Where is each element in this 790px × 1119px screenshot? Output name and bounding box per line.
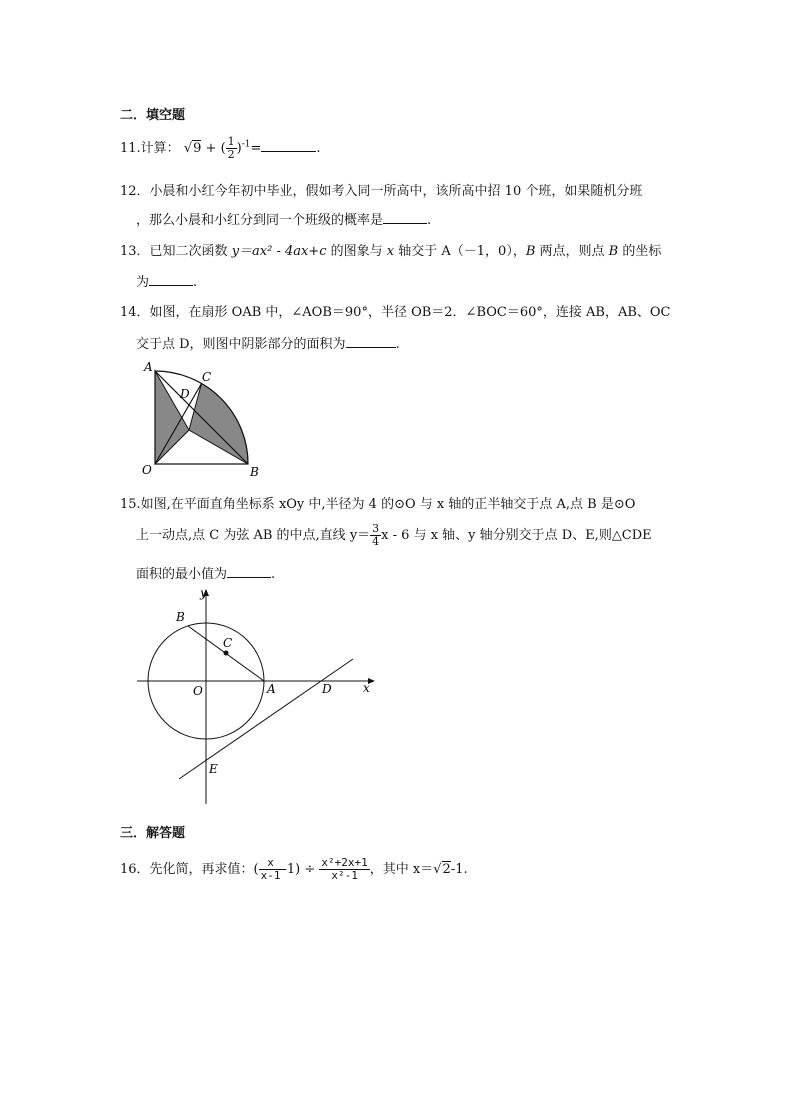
q15-text-a: 上一动点,点 C 为弦 AB 的中点,直线 y＝ [136, 528, 371, 543]
label-d: D [322, 682, 332, 696]
sqrt-symbol: √ [183, 141, 193, 156]
q11-equals: = [250, 141, 262, 156]
answer-blank [346, 335, 396, 348]
label-e: E [209, 762, 218, 776]
q13-text-c: 轴交于 [394, 244, 442, 259]
q16-minus: -1) ÷ [282, 862, 316, 877]
answer-blank [149, 273, 193, 286]
q16-f1-num: x [259, 857, 283, 870]
q14-end: . [395, 337, 400, 352]
label-b: B [176, 610, 185, 624]
line-de [179, 659, 353, 779]
q11-radicand: 9 [193, 141, 202, 156]
q13-point-a: A（－1，0） [441, 244, 513, 259]
question-15-line1: 15.如图,在平面直角坐标系 xOy 中,半径为 4 的⊙O 与 x 轴的正半轴交于点 A,点 B 是⊙O [120, 497, 636, 512]
q15-frac-den: 4 [372, 535, 380, 548]
question-12-line1: 12．小晨和小红今年初中毕业，假如考入同一所高中，该所高中招 10 个班，如果随机分班 [120, 184, 643, 199]
q11-close: ) [236, 141, 242, 156]
q16-prefix: 16．先化简，再求值：( [120, 862, 259, 877]
q16-f2-num: x²+2x+1 [321, 856, 368, 869]
q11-frac-num: 1 [227, 135, 235, 148]
q13-text-e: 两点，则点 [535, 244, 609, 259]
question-11 [120, 136, 321, 161]
sqrt-symbol: √ [433, 862, 442, 877]
q13-xvar: x [386, 244, 395, 259]
q16-f1-den: x-1 [260, 869, 281, 882]
label-c: C [202, 370, 212, 384]
q11-fraction [226, 136, 237, 161]
q15-text-b: x - 6 与 x 轴、y 轴分别交于点 D、E,则△CDE [381, 528, 652, 543]
label-b: B [250, 465, 259, 478]
q13-end: . [193, 275, 198, 290]
q13-line2-text: 为 [136, 275, 150, 290]
question-15-line2 [136, 523, 652, 548]
q13-text-b: 的图象与 [326, 244, 387, 259]
question-14-line2 [136, 333, 400, 352]
section-title-solve: 三．解答题 [120, 826, 186, 841]
q16-fraction-1 [259, 857, 283, 882]
section-title-fill-in: 二．填空题 [120, 108, 186, 123]
shaded-triangle [155, 371, 189, 464]
q15-frac-num: 3 [372, 522, 380, 535]
answer-blank [227, 565, 271, 578]
q13-text-d: ， [512, 244, 526, 259]
q13-text-f: 的坐标 [618, 244, 662, 259]
label-a: A [267, 682, 276, 696]
label-y: y [200, 586, 207, 600]
q12-line2-text: ，那么小晨和小红分到同一个班级的概率是 [136, 213, 384, 228]
q11-prefix: 11.计算： [120, 141, 180, 156]
question-12-line2 [136, 209, 431, 228]
q13-point-b2: B [608, 244, 619, 259]
q16-tail: -1. [450, 862, 468, 877]
label-o: O [142, 463, 152, 477]
q15-line3-text: 面积的最小值为 [136, 567, 228, 582]
question-16 [120, 857, 468, 882]
label-c: C [223, 636, 233, 650]
point-c [224, 651, 229, 656]
question-13-line1 [120, 240, 661, 259]
question-13-line2 [136, 271, 197, 290]
q11-exponent: -1 [241, 139, 251, 150]
label-x: x [363, 681, 370, 695]
q14-line2-text: 交于点 D，则图中阴影部分的面积为 [136, 337, 346, 352]
label-o: O [193, 684, 203, 698]
answer-blank [383, 211, 427, 224]
q15-fraction [370, 523, 381, 548]
q16-suffix: ，其中 x＝ [369, 862, 434, 877]
question-14-line1: 14．如图，在扇形 OAB 中，∠AOB＝90°，半径 OB＝2．∠BOC＝60°，连接 AB，AB、OC [120, 305, 671, 320]
answer-blank [261, 139, 316, 152]
q12-end: . [427, 213, 432, 228]
q11-end: . [316, 141, 321, 156]
label-d: D [180, 387, 190, 401]
q16-f2-den: x²-1 [331, 869, 358, 882]
question-15-line3 [136, 563, 275, 582]
label-a: A [144, 360, 153, 374]
q11-frac-den: 2 [227, 148, 235, 161]
q16-fraction-2 [319, 857, 369, 882]
q15-end: . [271, 567, 276, 582]
q13-point-b: B [525, 244, 536, 259]
q13-function: y＝ax² - 4ax+c [231, 244, 327, 259]
q13-text-a: 13．已知二次函数 [120, 244, 232, 259]
sector-figure [138, 360, 268, 478]
q16-radicand: 2 [442, 862, 451, 877]
q11-plus: + ( [205, 141, 226, 156]
coordinate-figure [132, 586, 377, 808]
